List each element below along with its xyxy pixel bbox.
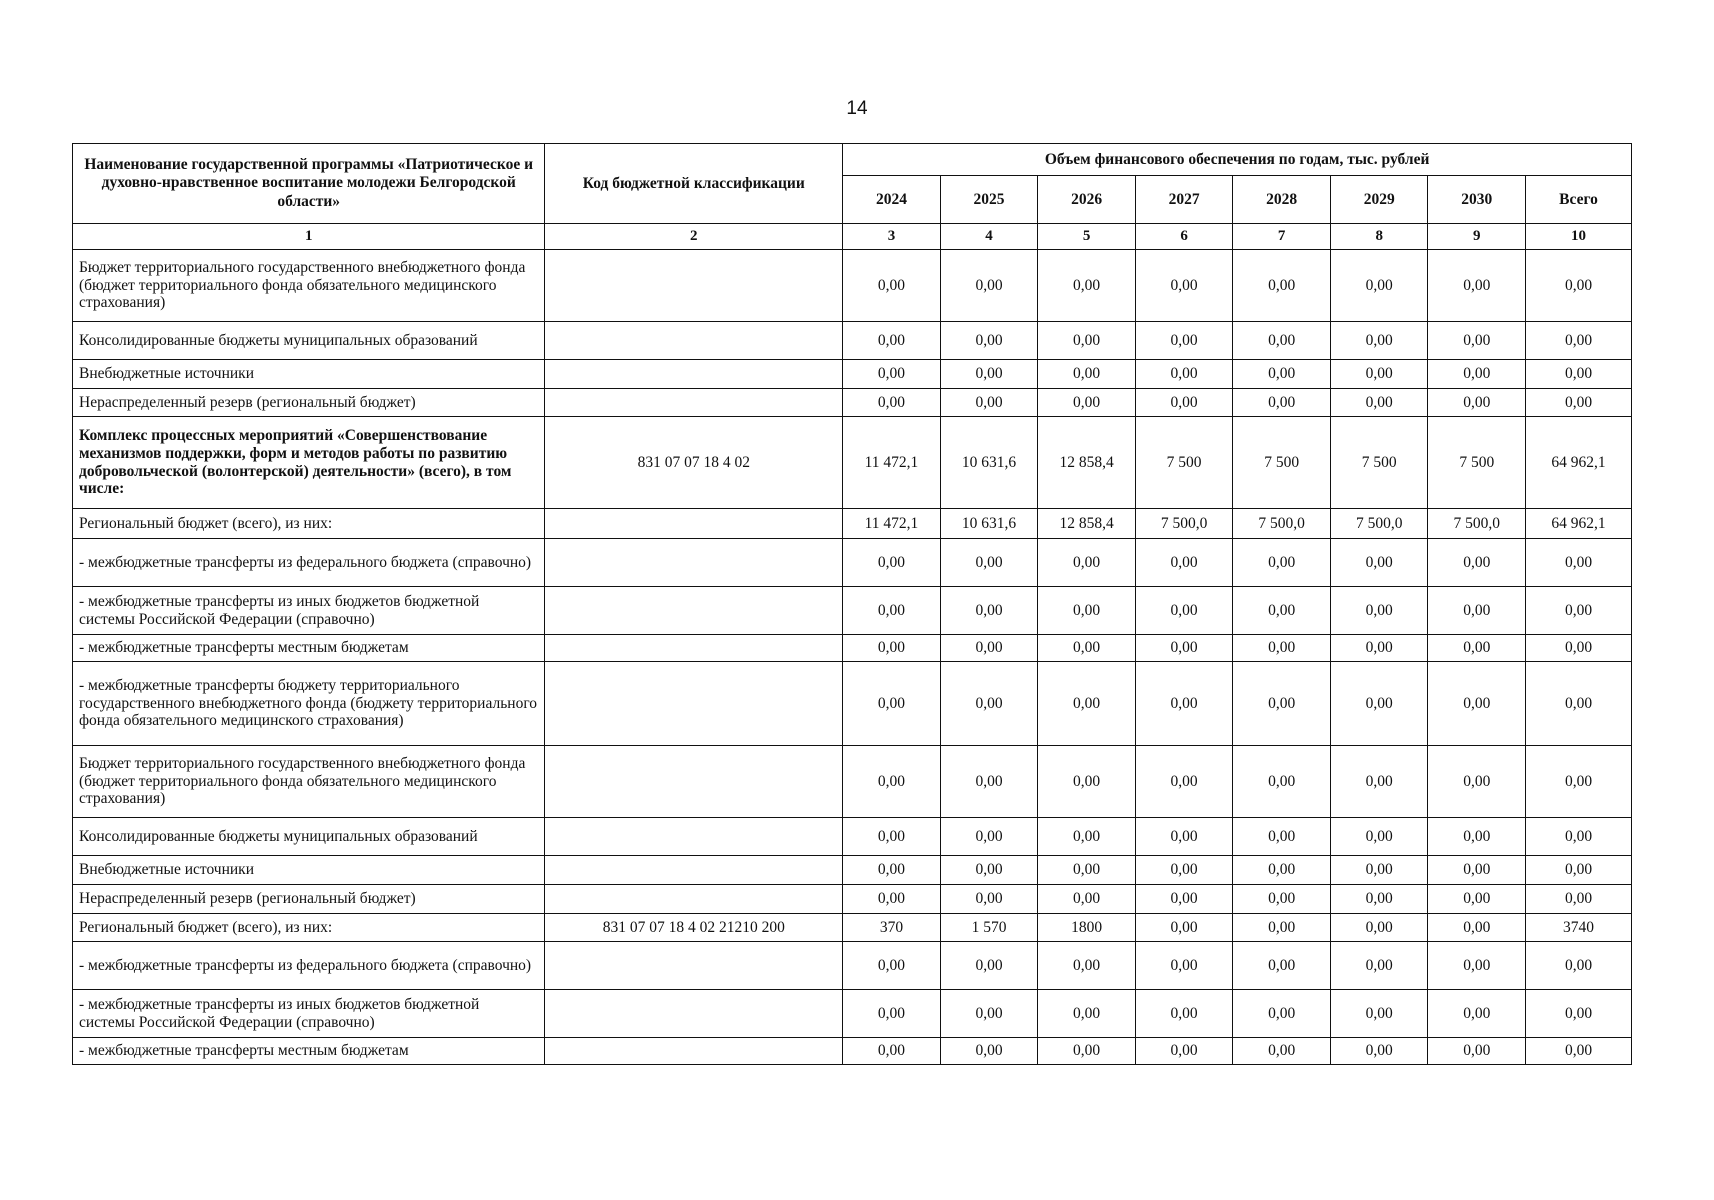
row-value-2024: 0,00	[843, 360, 941, 389]
row-value-2028: 0,00	[1233, 990, 1331, 1038]
header-year-2028: 2028	[1233, 176, 1331, 224]
row-value-2027: 0,00	[1135, 818, 1233, 856]
row-value-2027: 0,00	[1135, 856, 1233, 885]
row-value-2028: 0,00	[1233, 1038, 1331, 1065]
row-budget-code	[545, 539, 843, 587]
table-row	[73, 818, 1632, 856]
row-budget-code	[545, 885, 843, 914]
row-value-2025: 0,00	[940, 942, 1038, 990]
row-value-2028: 0,00	[1233, 662, 1331, 746]
row-value-2028: 7 500	[1233, 417, 1331, 509]
table-row	[73, 662, 1632, 746]
row-value-2027: 0,00	[1135, 662, 1233, 746]
row-budget-code	[545, 662, 843, 746]
row-value-2026: 0,00	[1038, 360, 1136, 389]
table-row	[73, 1038, 1632, 1065]
column-number-4: 4	[940, 224, 1038, 250]
table-row	[73, 322, 1632, 360]
table-row	[73, 914, 1632, 942]
row-value-2029: 0,00	[1330, 587, 1428, 635]
header-year-2030: 2030	[1428, 176, 1526, 224]
table-row	[73, 746, 1632, 818]
column-number-2: 2	[545, 224, 843, 250]
header-program-name: Наименование государственной программы «Патриотическое и духовно-нравственное воспитание молодежи Белгородской области»	[73, 144, 545, 224]
page-number: 14	[846, 98, 868, 119]
row-value-2027: 0,00	[1135, 360, 1233, 389]
row-value-Всего: 0,00	[1526, 539, 1632, 587]
row-value-2024: 0,00	[843, 856, 941, 885]
row-value-Всего: 0,00	[1526, 990, 1632, 1038]
row-value-2026: 0,00	[1038, 539, 1136, 587]
row-value-2027: 0,00	[1135, 990, 1233, 1038]
row-value-2026: 0,00	[1038, 990, 1136, 1038]
row-budget-code: 831 07 07 18 4 02 21210 200	[545, 914, 843, 942]
row-value-2024: 0,00	[843, 990, 941, 1038]
column-number-1: 1	[73, 224, 545, 250]
header-year-2026: 2026	[1038, 176, 1136, 224]
row-label: - межбюджетные трансферты местным бюджетам	[73, 1038, 545, 1065]
row-value-2025: 0,00	[940, 539, 1038, 587]
row-value-2028: 0,00	[1233, 914, 1331, 942]
row-value-2025: 0,00	[940, 1038, 1038, 1065]
column-number-3: 3	[843, 224, 941, 250]
row-value-2029: 0,00	[1330, 914, 1428, 942]
row-value-2026: 0,00	[1038, 250, 1136, 322]
row-value-2029: 0,00	[1330, 856, 1428, 885]
table-row	[73, 360, 1632, 389]
row-value-2024: 0,00	[843, 662, 941, 746]
column-number-10: 10	[1526, 224, 1632, 250]
row-value-2030: 0,00	[1428, 635, 1526, 662]
row-value-2028: 0,00	[1233, 389, 1331, 417]
row-value-2029: 0,00	[1330, 1038, 1428, 1065]
table-row	[73, 417, 1632, 509]
row-value-2025: 0,00	[940, 990, 1038, 1038]
row-value-2025: 0,00	[940, 818, 1038, 856]
row-value-2024: 0,00	[843, 818, 941, 856]
row-value-2027: 7 500	[1135, 417, 1233, 509]
column-number-5: 5	[1038, 224, 1136, 250]
row-value-2028: 7 500,0	[1233, 509, 1331, 539]
row-budget-code	[545, 250, 843, 322]
row-value-2028: 0,00	[1233, 587, 1331, 635]
row-value-2024: 11 472,1	[843, 509, 941, 539]
table-row	[73, 635, 1632, 662]
row-value-2029: 7 500,0	[1330, 509, 1428, 539]
table-row	[73, 509, 1632, 539]
table-body	[73, 250, 1632, 1065]
table-row	[73, 250, 1632, 322]
row-budget-code: 831 07 07 18 4 02	[545, 417, 843, 509]
row-value-2025: 0,00	[940, 360, 1038, 389]
row-value-2024: 0,00	[843, 587, 941, 635]
row-value-2024: 11 472,1	[843, 417, 941, 509]
row-value-Всего: 0,00	[1526, 746, 1632, 818]
row-budget-code	[545, 322, 843, 360]
row-value-2024: 0,00	[843, 250, 941, 322]
row-value-2026: 0,00	[1038, 856, 1136, 885]
row-label: - межбюджетные трансферты из федерального бюджета (справочно)	[73, 942, 545, 990]
row-value-2025: 0,00	[940, 885, 1038, 914]
row-value-2028: 0,00	[1233, 635, 1331, 662]
row-value-2026: 0,00	[1038, 635, 1136, 662]
header-year-2025: 2025	[940, 176, 1038, 224]
row-label: Нераспределенный резерв (региональный бюджет)	[73, 885, 545, 914]
row-value-2026: 12 858,4	[1038, 509, 1136, 539]
row-value-2024: 0,00	[843, 1038, 941, 1065]
row-label: Региональный бюджет (всего), из них:	[73, 914, 545, 942]
header-budget-code: Код бюджетной классификации	[545, 144, 843, 224]
row-label: Нераспределенный резерв (региональный бюджет)	[73, 389, 545, 417]
row-value-2029: 7 500	[1330, 417, 1428, 509]
row-value-Всего: 64 962,1	[1526, 417, 1632, 509]
row-value-2028: 0,00	[1233, 746, 1331, 818]
row-budget-code	[545, 818, 843, 856]
column-number-7: 7	[1233, 224, 1331, 250]
table-row	[73, 885, 1632, 914]
row-value-2030: 0,00	[1428, 818, 1526, 856]
header-year-2029: 2029	[1330, 176, 1428, 224]
row-value-2028: 0,00	[1233, 360, 1331, 389]
row-value-2027: 0,00	[1135, 942, 1233, 990]
row-value-2029: 0,00	[1330, 662, 1428, 746]
row-value-2027: 0,00	[1135, 635, 1233, 662]
row-value-Всего: 0,00	[1526, 389, 1632, 417]
row-value-2027: 0,00	[1135, 914, 1233, 942]
row-value-2027: 0,00	[1135, 250, 1233, 322]
row-value-2030: 0,00	[1428, 322, 1526, 360]
row-value-2025: 10 631,6	[940, 417, 1038, 509]
row-value-2024: 0,00	[843, 885, 941, 914]
row-label: Внебюджетные источники	[73, 360, 545, 389]
row-budget-code	[545, 746, 843, 818]
row-value-2025: 0,00	[940, 635, 1038, 662]
row-budget-code	[545, 389, 843, 417]
row-value-2026: 0,00	[1038, 662, 1136, 746]
row-label: Консолидированные бюджеты муниципальных образований	[73, 818, 545, 856]
row-value-Всего: 0,00	[1526, 1038, 1632, 1065]
column-number-6: 6	[1135, 224, 1233, 250]
column-number-8: 8	[1330, 224, 1428, 250]
row-value-2025: 10 631,6	[940, 509, 1038, 539]
header-year-total: Всего	[1526, 176, 1632, 224]
row-value-Всего: 0,00	[1526, 942, 1632, 990]
row-value-2027: 0,00	[1135, 587, 1233, 635]
row-value-2028: 0,00	[1233, 942, 1331, 990]
row-value-2029: 0,00	[1330, 818, 1428, 856]
row-value-2024: 0,00	[843, 389, 941, 417]
row-value-Всего: 0,00	[1526, 885, 1632, 914]
row-label: Внебюджетные источники	[73, 856, 545, 885]
row-value-Всего: 0,00	[1526, 635, 1632, 662]
row-value-2026: 0,00	[1038, 1038, 1136, 1065]
row-label: Консолидированные бюджеты муниципальных образований	[73, 322, 545, 360]
financing-table-container	[72, 143, 1632, 1065]
row-value-2029: 0,00	[1330, 746, 1428, 818]
row-budget-code	[545, 360, 843, 389]
row-value-2029: 0,00	[1330, 360, 1428, 389]
row-label: Бюджет территориального государственного внебюджетного фонда (бюджет территориального фонда обязательного медицинского страхования)	[73, 746, 545, 818]
row-value-2029: 0,00	[1330, 539, 1428, 587]
row-label: Региональный бюджет (всего), из них:	[73, 509, 545, 539]
row-value-2025: 0,00	[940, 389, 1038, 417]
row-value-2026: 0,00	[1038, 389, 1136, 417]
row-value-2030: 0,00	[1428, 250, 1526, 322]
row-label: - межбюджетные трансферты местным бюджетам	[73, 635, 545, 662]
row-label: - межбюджетные трансферты из федерального бюджета (справочно)	[73, 539, 545, 587]
row-value-2026: 0,00	[1038, 587, 1136, 635]
row-value-2024: 370	[843, 914, 941, 942]
row-value-2028: 0,00	[1233, 322, 1331, 360]
row-label: Комплекс процессных мероприятий «Совершенствование механизмов поддержки, форм и методов работы по развитию добровольческой (волонтерской) деятельности» (всего), в том числе:	[73, 417, 545, 509]
row-value-2029: 0,00	[1330, 635, 1428, 662]
table-row	[73, 856, 1632, 885]
row-value-2025: 0,00	[940, 856, 1038, 885]
row-value-2025: 0,00	[940, 322, 1038, 360]
header-financing: Объем финансового обеспечения по годам, тыс. рублей	[843, 144, 1632, 176]
row-value-2027: 0,00	[1135, 1038, 1233, 1065]
row-label: - межбюджетные трансферты из иных бюджетов бюджетной системы Российской Федерации (справочно)	[73, 990, 545, 1038]
row-value-2030: 0,00	[1428, 539, 1526, 587]
row-value-2025: 0,00	[940, 587, 1038, 635]
row-value-2030: 0,00	[1428, 587, 1526, 635]
row-value-Всего: 64 962,1	[1526, 509, 1632, 539]
table-row	[73, 942, 1632, 990]
row-value-2026: 1800	[1038, 914, 1136, 942]
row-value-2026: 0,00	[1038, 322, 1136, 360]
row-value-2030: 0,00	[1428, 990, 1526, 1038]
row-value-2027: 0,00	[1135, 539, 1233, 587]
row-value-2026: 0,00	[1038, 818, 1136, 856]
row-value-2028: 0,00	[1233, 250, 1331, 322]
row-value-2026: 0,00	[1038, 885, 1136, 914]
row-value-2030: 0,00	[1428, 360, 1526, 389]
row-value-2027: 0,00	[1135, 322, 1233, 360]
row-value-2026: 0,00	[1038, 746, 1136, 818]
row-value-2030: 0,00	[1428, 914, 1526, 942]
row-value-Всего: 0,00	[1526, 856, 1632, 885]
row-budget-code	[545, 1038, 843, 1065]
financing-table	[72, 143, 1632, 1065]
row-value-2030: 0,00	[1428, 1038, 1526, 1065]
row-label: - межбюджетные трансферты бюджету территориального государственного внебюджетного фонда (бюджету территориального фонда обязательного медицинского страхования)	[73, 662, 545, 746]
row-value-2030: 0,00	[1428, 856, 1526, 885]
row-budget-code	[545, 990, 843, 1038]
row-value-2030: 0,00	[1428, 389, 1526, 417]
row-value-2029: 0,00	[1330, 322, 1428, 360]
row-value-Всего: 0,00	[1526, 587, 1632, 635]
row-budget-code	[545, 942, 843, 990]
row-value-2028: 0,00	[1233, 856, 1331, 885]
row-value-2027: 0,00	[1135, 746, 1233, 818]
row-value-2030: 7 500,0	[1428, 509, 1526, 539]
row-value-2024: 0,00	[843, 635, 941, 662]
row-budget-code	[545, 509, 843, 539]
row-value-2024: 0,00	[843, 539, 941, 587]
row-value-Всего: 0,00	[1526, 250, 1632, 322]
table-row	[73, 990, 1632, 1038]
row-value-2026: 12 858,4	[1038, 417, 1136, 509]
row-budget-code	[545, 856, 843, 885]
row-label: - межбюджетные трансферты из иных бюджетов бюджетной системы Российской Федерации (справочно)	[73, 587, 545, 635]
row-value-2028: 0,00	[1233, 818, 1331, 856]
row-value-2024: 0,00	[843, 942, 941, 990]
row-value-2030: 7 500	[1428, 417, 1526, 509]
table-row	[73, 587, 1632, 635]
row-value-2029: 0,00	[1330, 250, 1428, 322]
row-value-2024: 0,00	[843, 322, 941, 360]
row-value-Всего: 0,00	[1526, 360, 1632, 389]
row-value-2029: 0,00	[1330, 990, 1428, 1038]
row-value-2025: 0,00	[940, 662, 1038, 746]
row-value-2028: 0,00	[1233, 885, 1331, 914]
row-value-2029: 0,00	[1330, 885, 1428, 914]
column-numbers-row	[73, 224, 1632, 250]
header-year-2024: 2024	[843, 176, 941, 224]
row-value-2027: 0,00	[1135, 885, 1233, 914]
row-value-Всего: 0,00	[1526, 322, 1632, 360]
row-value-2025: 0,00	[940, 746, 1038, 818]
row-value-2026: 0,00	[1038, 942, 1136, 990]
row-budget-code	[545, 635, 843, 662]
column-number-9: 9	[1428, 224, 1526, 250]
header-year-2027: 2027	[1135, 176, 1233, 224]
row-value-2027: 0,00	[1135, 389, 1233, 417]
row-value-Всего: 3740	[1526, 914, 1632, 942]
table-row	[73, 539, 1632, 587]
row-value-2029: 0,00	[1330, 389, 1428, 417]
row-value-2030: 0,00	[1428, 746, 1526, 818]
row-value-2030: 0,00	[1428, 662, 1526, 746]
row-value-2028: 0,00	[1233, 539, 1331, 587]
row-value-Всего: 0,00	[1526, 662, 1632, 746]
row-value-2030: 0,00	[1428, 885, 1526, 914]
row-value-2029: 0,00	[1330, 942, 1428, 990]
row-value-2024: 0,00	[843, 746, 941, 818]
row-value-2025: 1 570	[940, 914, 1038, 942]
table-row	[73, 389, 1632, 417]
row-budget-code	[545, 587, 843, 635]
row-label: Бюджет территориального государственного внебюджетного фонда (бюджет территориального фонда обязательного медицинского страхования)	[73, 250, 545, 322]
row-value-2025: 0,00	[940, 250, 1038, 322]
row-value-2030: 0,00	[1428, 942, 1526, 990]
row-value-Всего: 0,00	[1526, 818, 1632, 856]
row-value-2027: 7 500,0	[1135, 509, 1233, 539]
